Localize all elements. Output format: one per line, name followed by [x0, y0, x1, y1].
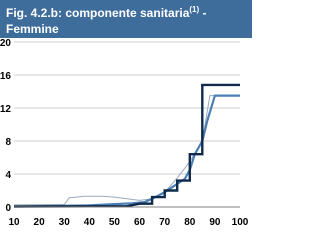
- x-tick-label: 70: [159, 217, 171, 228]
- grid-lines: [14, 42, 240, 174]
- x-tick-label: 10: [8, 217, 20, 228]
- chart-title-main: Fig. 4.2.b: componente sanitaria: [6, 6, 190, 20]
- y-tick-label: 0: [5, 203, 11, 214]
- y-tick-label: 20: [0, 38, 11, 49]
- series-line-1: [14, 85, 240, 207]
- y-tick-labels: [0, 38, 11, 214]
- x-tick-labels: [8, 217, 248, 228]
- y-tick-label: 4: [5, 170, 11, 181]
- y-tick-label: 8: [5, 137, 11, 148]
- x-tick-label: 20: [33, 217, 45, 228]
- x-tick-label: 50: [108, 217, 121, 228]
- x-tick-label: 100: [231, 217, 249, 228]
- x-tick-label: 80: [184, 217, 196, 228]
- series-lines: [14, 85, 240, 207]
- x-tick-label: 40: [83, 217, 95, 228]
- y-tick-label: 16: [0, 71, 11, 82]
- chart-title-line2: Femmine: [6, 22, 59, 36]
- x-tick-label: 90: [209, 217, 221, 228]
- y-tick-label: 12: [0, 104, 11, 115]
- series-line-3: [14, 96, 240, 205]
- series-line-2: [14, 96, 240, 207]
- footnote-marker: (1): [189, 5, 200, 14]
- chart-title-suffix: -: [199, 6, 207, 20]
- x-tick-label: 30: [58, 217, 70, 228]
- x-tick-label: 60: [133, 217, 146, 228]
